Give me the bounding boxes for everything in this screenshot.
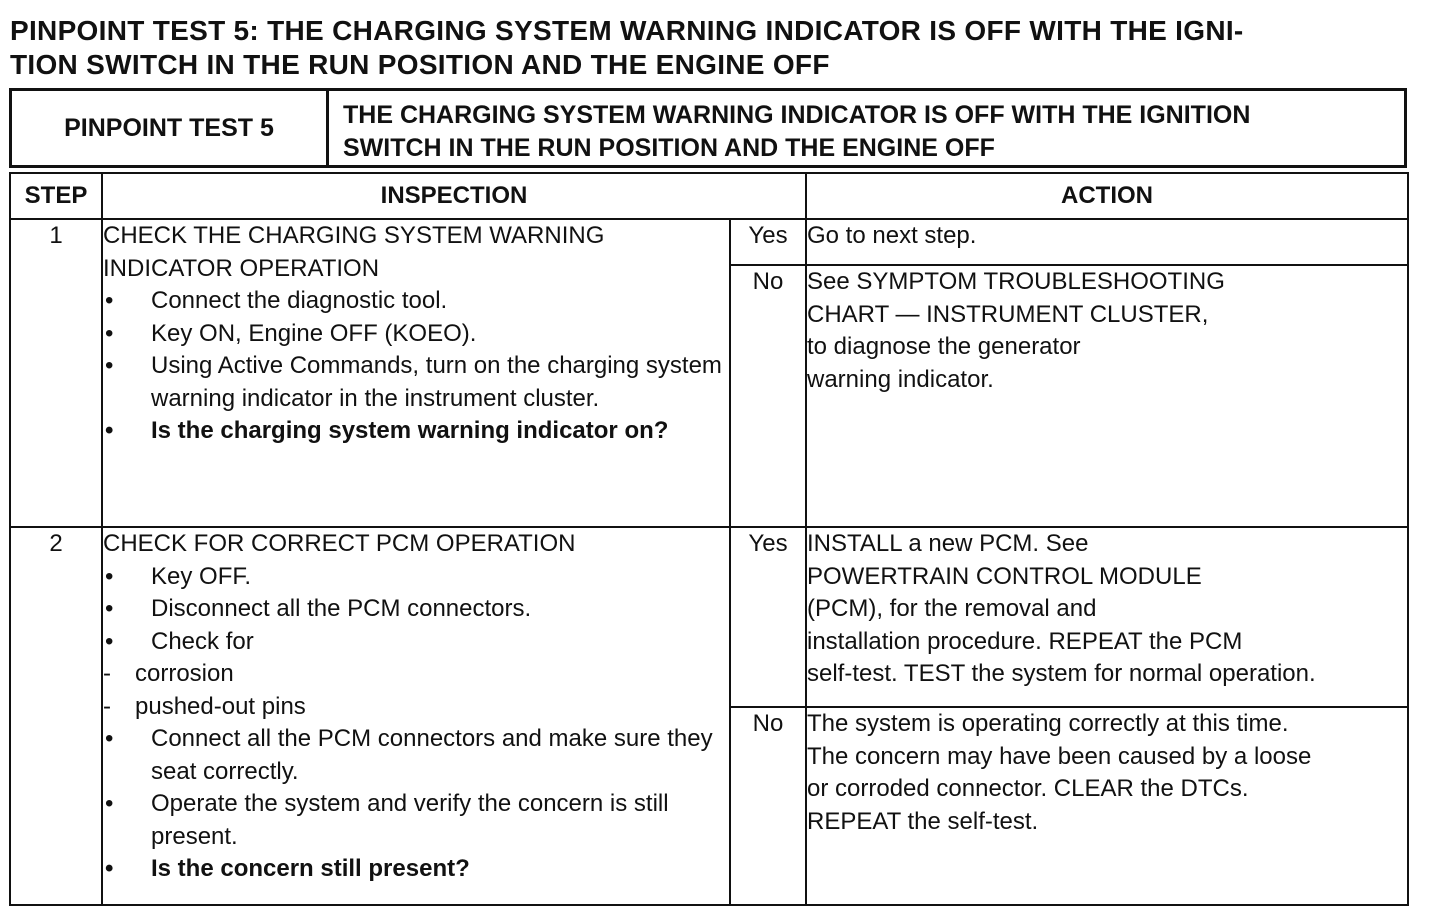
list-item: • Operate the system and verify the concern is still present.: [103, 788, 729, 853]
step-1-inspection: [102, 219, 730, 527]
action-line: CHART — INSTRUMENT CLUSTER,: [807, 300, 1209, 328]
step-title-line-1: CHECK THE CHARGING SYSTEM WARNING: [103, 222, 605, 249]
pinpoint-test-label: PINPOINT TEST 5: [12, 91, 329, 165]
yes-label: Yes: [730, 219, 806, 265]
page-title: [10, 14, 1410, 82]
page-title-line-2: TION SWITCH IN THE RUN POSITION AND THE ENGINE OFF: [10, 49, 830, 80]
pinpoint-test-table: [9, 172, 1409, 906]
step-checklist: [103, 285, 729, 448]
step-checklist: [103, 561, 729, 659]
list-item: • Connect the diagnostic tool.: [103, 285, 729, 318]
no-action: [806, 707, 1408, 905]
no-label: No: [730, 265, 806, 527]
list-item: • Disconnect all the PCM connectors.: [103, 593, 729, 626]
action-line: REPEAT the self-test.: [807, 807, 1039, 835]
list-item: • Key OFF.: [103, 561, 729, 594]
pinpoint-header-box: [9, 88, 1407, 168]
list-item: • Using Active Commands, turn on the charging system warning indicator in the instrument cluster.: [103, 350, 729, 415]
table-header-row: [10, 173, 1408, 219]
action-line: INSTALL a new PCM. See: [807, 530, 1089, 557]
table-row: [10, 219, 1408, 265]
step-title: [103, 220, 729, 285]
page-title-line-1: PINPOINT TEST 5: THE CHARGING SYSTEM WARNING INDICATOR IS OFF WITH THE IGNI-: [10, 15, 1244, 46]
description-line-1: THE CHARGING SYSTEM WARNING INDICATOR IS OFF WITH THE IGNITION: [343, 101, 1251, 129]
step-title-line-2: INDICATOR OPERATION: [103, 254, 380, 282]
step-2-inspection: [102, 527, 730, 905]
column-header-action: ACTION: [806, 173, 1408, 219]
no-label: No: [730, 707, 806, 905]
pinpoint-test-description: [329, 91, 1404, 165]
action-line: installation procedure. REPEAT the PCM: [807, 627, 1243, 655]
no-action: [806, 265, 1408, 527]
sub-item: - pushed-out pins: [103, 691, 729, 724]
step-question: • Is the concern still present?: [103, 853, 729, 886]
step-checklist-continued: [103, 723, 729, 886]
step-number: 2: [10, 527, 102, 905]
action-line: self-test. TEST the system for normal operation.: [807, 660, 1316, 687]
action-line: The concern may have been caused by a loose: [807, 742, 1312, 770]
list-item: • Connect all the PCM connectors and make sure they seat correctly.: [103, 723, 729, 788]
list-item: • Key ON, Engine OFF (KOEO).: [103, 318, 729, 351]
action-line: warning indicator.: [807, 365, 994, 393]
table-row: [10, 527, 1408, 707]
step-number: 1: [10, 219, 102, 527]
step-question: • Is the charging system warning indicator on?: [103, 415, 729, 448]
check-sublist: [103, 658, 729, 723]
action-line: (PCM), for the removal and: [807, 595, 1097, 622]
step-title: CHECK FOR CORRECT PCM OPERATION: [103, 530, 576, 557]
column-header-inspection: INSPECTION: [102, 173, 806, 219]
yes-label: Yes: [730, 527, 806, 707]
description-line-2: SWITCH IN THE RUN POSITION AND THE ENGINE OFF: [343, 134, 995, 162]
sub-item: - corrosion: [103, 658, 729, 691]
action-line: or corroded connector. CLEAR the DTCs.: [807, 775, 1249, 802]
column-header-step: STEP: [10, 173, 102, 219]
action-line: POWERTRAIN CONTROL MODULE: [807, 562, 1202, 590]
yes-action: Go to next step.: [806, 219, 1408, 265]
action-line: to diagnose the generator: [807, 333, 1081, 360]
yes-action: [806, 527, 1408, 707]
list-item: • Check for: [103, 626, 729, 659]
action-line: See SYMPTOM TROUBLESHOOTING: [807, 268, 1225, 295]
action-line: The system is operating correctly at this time.: [807, 710, 1289, 737]
